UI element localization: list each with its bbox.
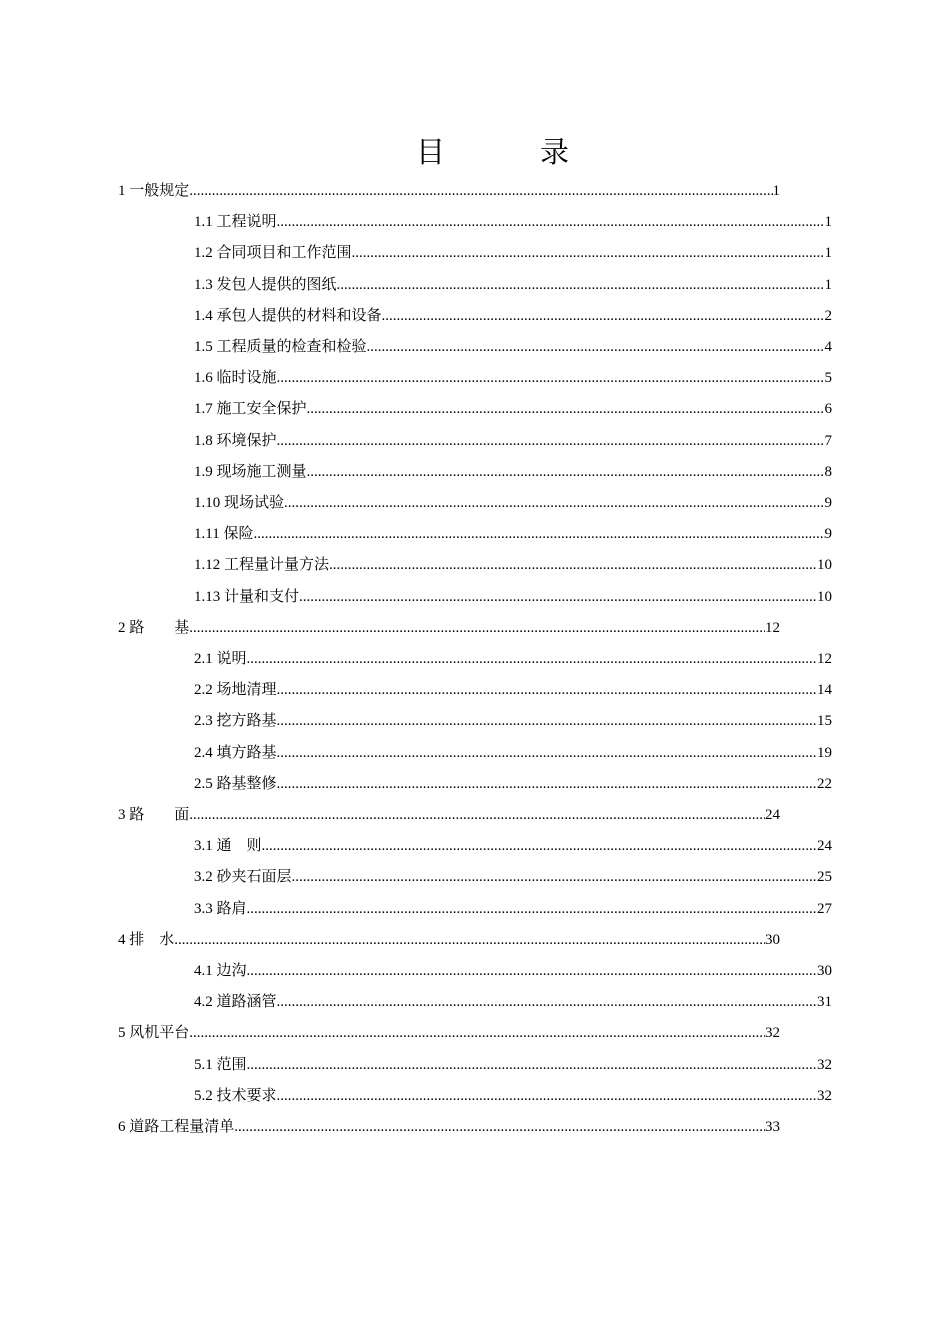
toc-entry-page-number: 31: [817, 994, 832, 1011]
toc-entry-label: 3 路 面: [118, 807, 190, 823]
toc-section-entry[interactable]: [194, 956, 832, 987]
toc-entry-page-number: 9: [824, 526, 832, 543]
toc-section-entry[interactable]: [194, 831, 832, 862]
toc-entry-page-number: 33: [765, 1119, 780, 1135]
toc-section-entry[interactable]: [194, 394, 832, 425]
toc-dot-leader: [352, 238, 825, 269]
toc-section-entry[interactable]: [194, 363, 832, 394]
toc-entry-label: 2 路 基: [118, 619, 190, 636]
toc-dot-leader: [337, 270, 825, 301]
toc-entry-page-number: 12: [817, 651, 832, 667]
toc-section-entry[interactable]: [194, 675, 832, 706]
toc-dot-leader: [277, 738, 817, 769]
toc-entry-page-number: 1: [824, 276, 832, 293]
toc-entry-label: 3.2 砂夹石面层: [194, 869, 292, 886]
toc-dot-leader: [277, 769, 817, 800]
toc-dot-leader: [307, 457, 825, 488]
toc-entry-page-number: 8: [824, 463, 832, 480]
toc-entry-label: 1.4 承包人提供的材料和设备: [194, 307, 382, 324]
toc-entry-page-number: 2: [824, 307, 832, 324]
toc-dot-leader: [382, 301, 825, 332]
toc-dot-leader: [189, 613, 765, 644]
toc-dot-leader: [174, 925, 765, 956]
toc-section-entry[interactable]: [194, 1050, 832, 1081]
toc-entry-page-number: 1: [772, 183, 780, 199]
toc-chapter-entry[interactable]: [118, 925, 780, 956]
toc-entry-label: 1.3 发包人提供的图纸: [194, 276, 337, 293]
toc-entry-label: 5 风机平台: [118, 1025, 190, 1042]
toc-entry-page-number: 1: [824, 214, 832, 231]
toc-entry-page-number: 19: [817, 744, 832, 761]
toc-section-entry[interactable]: [194, 488, 832, 519]
toc-dot-leader: [262, 831, 817, 862]
toc-entry-page-number: 14: [817, 682, 832, 699]
toc-title: 目 录: [415, 137, 602, 169]
toc-entry-page-number: 30: [765, 931, 780, 948]
toc-entry-label: 2.1 说明: [194, 651, 247, 667]
toc-entry-page-number: 15: [817, 713, 832, 730]
toc-section-entry[interactable]: [194, 738, 832, 769]
toc-entry-label: 1.12 工程量计量方法: [194, 557, 330, 574]
toc-entry-label: 1.9 现场施工测量: [194, 463, 307, 480]
toc-entry-page-number: 4: [824, 339, 832, 355]
toc-entry-page-number: 6: [824, 401, 832, 418]
toc-entry-page-number: 24: [765, 807, 780, 823]
toc-entry-page-number: 32: [817, 1056, 832, 1073]
toc-entry-label: 1.13 计量和支付: [194, 588, 300, 605]
toc-dot-leader: [329, 550, 817, 581]
toc-section-entry[interactable]: [194, 894, 832, 925]
toc-dot-leader: [277, 987, 817, 1018]
toc-section-entry[interactable]: [194, 270, 832, 301]
toc-entry-page-number: 10: [817, 557, 832, 574]
toc-chapter-entry[interactable]: [118, 800, 780, 831]
toc-dot-leader: [284, 488, 824, 519]
toc-dot-leader: [367, 332, 825, 363]
toc-chapter-entry[interactable]: [118, 613, 780, 644]
toc-section-entry[interactable]: [194, 769, 832, 800]
toc-entry-page-number: 32: [765, 1025, 780, 1042]
toc-chapter-entry[interactable]: [118, 176, 780, 207]
toc-entry-page-number: 24: [817, 838, 832, 855]
toc-dot-leader: [247, 956, 817, 987]
toc-entry-label: 3.3 路肩: [194, 900, 247, 917]
toc-entry-label: 2.3 挖方路基: [194, 713, 277, 730]
toc-entry-label: 3.1 通 则: [194, 838, 262, 855]
toc-dot-leader: [277, 706, 817, 737]
toc-section-entry[interactable]: [194, 987, 832, 1018]
toc-entry-label: 1.10 现场试验: [194, 495, 285, 511]
toc-entry-label: 4.2 道路涵管: [194, 994, 277, 1011]
toc-entry-page-number: 5: [824, 370, 832, 387]
toc-dot-leader: [277, 675, 817, 706]
toc-dot-leader: [307, 394, 825, 425]
toc-entry-label: 1.5 工程质量的检查和检验: [194, 339, 367, 355]
toc-section-entry[interactable]: [194, 457, 832, 488]
toc-entry-page-number: 7: [824, 432, 832, 449]
toc-section-entry[interactable]: [194, 644, 832, 675]
toc-entry-label: 1.11 保险: [194, 526, 254, 543]
toc-entry-label: 4 排 水: [118, 931, 175, 948]
toc-section-entry[interactable]: [194, 332, 832, 363]
toc-dot-leader: [189, 1018, 765, 1049]
toc-section-entry[interactable]: [194, 519, 832, 550]
toc-entry-label: 1.6 临时设施: [194, 370, 277, 387]
toc-entry-page-number: 30: [817, 963, 832, 979]
toc-dot-leader: [189, 176, 772, 207]
toc-section-entry[interactable]: [194, 426, 832, 457]
toc-dot-leader: [292, 862, 817, 893]
toc-chapter-entry[interactable]: [118, 1018, 780, 1049]
toc-section-entry[interactable]: [194, 207, 832, 238]
toc-section-entry[interactable]: [194, 1081, 832, 1112]
toc-section-entry[interactable]: [194, 550, 832, 581]
toc-entry-page-number: 22: [817, 775, 832, 792]
toc-dot-leader: [299, 582, 817, 613]
toc-dot-leader: [189, 800, 765, 831]
toc-entry-label: 1.7 施工安全保护: [194, 401, 307, 418]
toc-chapter-entry[interactable]: [118, 1112, 780, 1143]
toc-entry-page-number: 32: [817, 1087, 832, 1104]
toc-entry-page-number: 25: [817, 869, 832, 886]
toc-dot-leader: [247, 894, 817, 925]
toc-entry-label: 1.8 环境保护: [194, 432, 277, 449]
toc-entry-label: 2.4 填方路基: [194, 744, 277, 761]
toc-dot-leader: [234, 1112, 765, 1143]
toc-entry-label: 5.1 范围: [194, 1056, 247, 1073]
toc-entry-page-number: 10: [817, 588, 832, 605]
toc-entry-page-number: 27: [817, 900, 832, 917]
toc-section-entry[interactable]: [194, 301, 832, 332]
toc-section-entry[interactable]: [194, 582, 832, 613]
toc-section-entry[interactable]: [194, 862, 832, 893]
toc-entry-label: 5.2 技术要求: [194, 1087, 277, 1104]
toc-dot-leader: [247, 644, 817, 675]
toc-dot-leader: [277, 1081, 817, 1112]
toc-entry-page-number: 12: [765, 619, 780, 636]
toc-dot-leader: [253, 519, 824, 550]
toc-dot-leader: [277, 207, 825, 238]
toc-section-entry[interactable]: [194, 238, 832, 269]
toc-entry-page-number: 1: [824, 245, 832, 262]
toc-dot-leader: [277, 426, 825, 457]
toc-entry-label: 6 道路工程量清单: [118, 1119, 235, 1135]
toc-entry-label: 1.2 合同项目和工作范围: [194, 245, 352, 262]
toc-entry-label: 1.1 工程说明: [194, 214, 277, 231]
toc-dot-leader: [277, 363, 825, 394]
toc-entry-label: 2.5 路基整修: [194, 775, 277, 792]
toc-section-entry[interactable]: [194, 706, 832, 737]
toc-entry-page-number: 9: [824, 495, 832, 511]
toc-dot-leader: [247, 1050, 817, 1081]
toc-entry-label: 1 一般规定: [118, 183, 190, 199]
toc-entry-label: 4.1 边沟: [194, 963, 247, 979]
toc-entry-label: 2.2 场地清理: [194, 682, 277, 699]
